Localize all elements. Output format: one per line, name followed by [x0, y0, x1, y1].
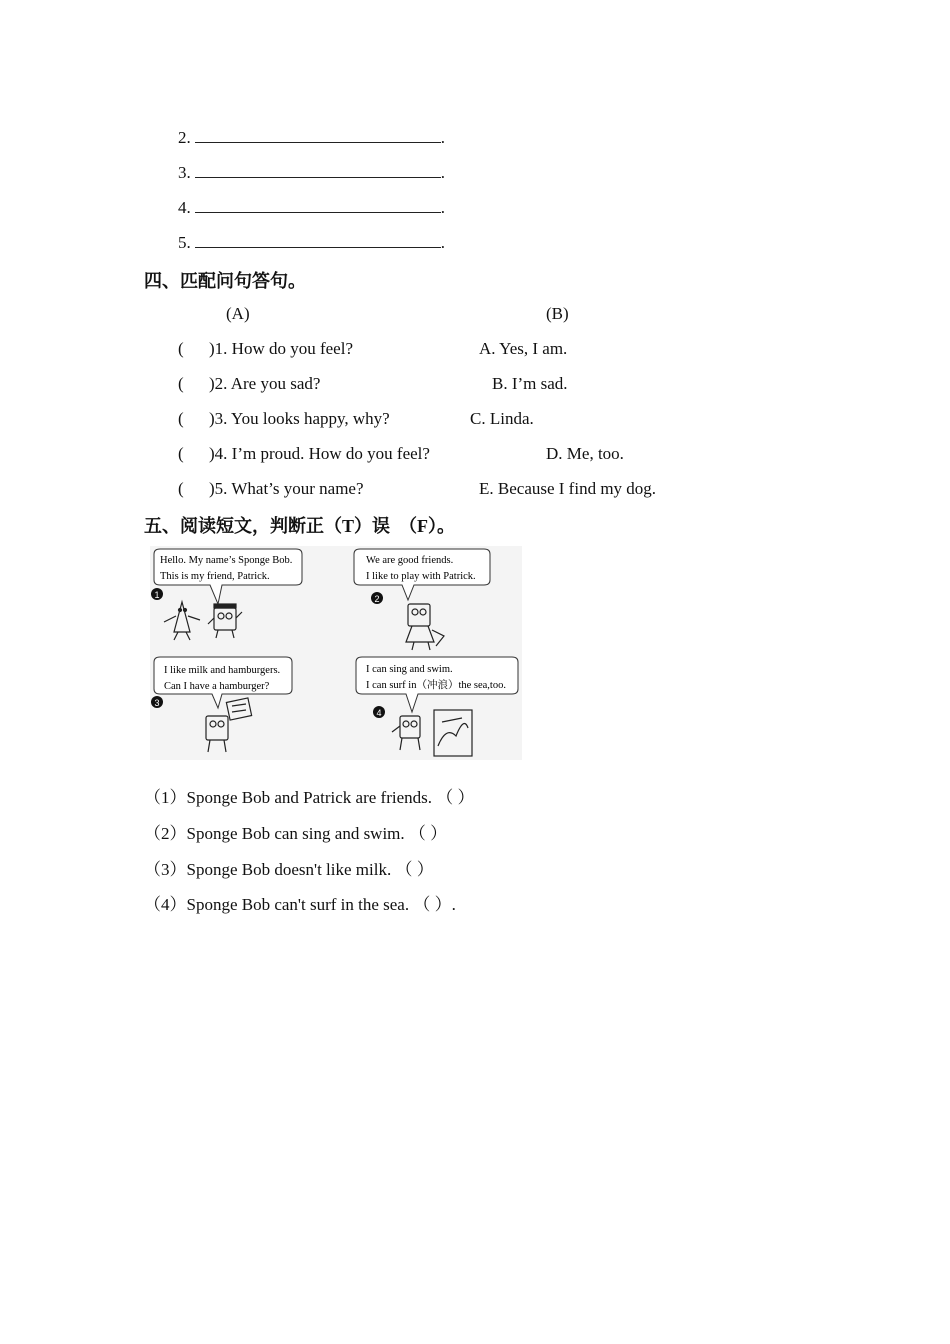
match-paren[interactable]: (: [178, 479, 184, 498]
bubble-line: I can sing and swim.: [366, 664, 453, 675]
statement-2: （2）Sponge Bob can sing and swim. （ ）: [144, 824, 448, 843]
match-question: )5. What’s your name?: [209, 479, 364, 498]
section5-title-t: T: [342, 516, 355, 536]
match-paren[interactable]: (: [178, 339, 184, 358]
comic-illustration: [150, 546, 522, 760]
answer-line-period: .: [440, 163, 445, 182]
panel-number: 4: [376, 708, 382, 718]
bubble-line: I like to play with Patrick.: [366, 571, 476, 582]
answer-line-4[interactable]: [178, 198, 445, 218]
answer-line-rule: [195, 198, 441, 213]
section5-title-f: F: [417, 516, 429, 536]
match-question: )1. How do you feel?: [209, 339, 353, 358]
match-paren[interactable]: (: [178, 374, 184, 393]
match-answer: B. I’m sad.: [492, 374, 568, 393]
statement-1: （1）Sponge Bob and Patrick are friends. （ ）: [144, 788, 475, 807]
answer-line-2[interactable]: [178, 128, 445, 148]
panel-number: 1: [154, 590, 160, 600]
answer-line-number: 5.: [178, 233, 191, 252]
answer-line-rule: [195, 233, 441, 248]
panel-number: 3: [154, 698, 160, 708]
section4-title: 四、匹配问句答句。: [144, 271, 306, 292]
bubble-line: Hello. My name’s Sponge Bob.: [160, 555, 293, 566]
answer-line-number: 3.: [178, 163, 191, 182]
match-answer: A. Yes, I am.: [479, 339, 568, 358]
column-b-header: (B): [546, 304, 569, 323]
bubble-line: We are good friends.: [366, 555, 454, 566]
match-answer: D. Me, too.: [546, 444, 624, 463]
match-answer: C. Linda.: [470, 409, 534, 428]
column-a-header: (A): [226, 304, 250, 323]
panel-number: 2: [374, 594, 380, 604]
section5-title-part: ）误 （: [354, 516, 418, 537]
section5-title: [144, 512, 455, 538]
match-answer: E. Because I find my dog.: [479, 479, 657, 498]
section5-title-part: 五、阅读短文，判断正（: [144, 516, 342, 537]
bubble-line: I can surf in（冲浪）the sea,too.: [366, 680, 506, 691]
match-paren[interactable]: (: [178, 444, 184, 463]
section5-title-part: ）。: [428, 516, 456, 537]
statement-4: （4）Sponge Bob can't surf in the sea. （ ）.: [144, 895, 456, 914]
bubble-line: Can I have a hamburger?: [164, 681, 270, 692]
statement-3: （3）Sponge Bob doesn't like milk. （ ）: [144, 860, 434, 879]
answer-line-3[interactable]: [178, 163, 445, 183]
match-question: )2. Are you sad?: [209, 374, 321, 393]
answer-line-period: .: [440, 233, 445, 252]
answer-line-rule: [195, 128, 441, 143]
match-question: )4. I’m proud. How do you feel?: [209, 444, 430, 463]
bubble-line: This is my friend, Patrick.: [160, 571, 270, 582]
answer-line-number: 4.: [178, 198, 191, 217]
match-question: )3. You looks happy, why?: [209, 409, 390, 428]
answer-line-5[interactable]: [178, 233, 445, 253]
answer-line-period: .: [440, 128, 445, 147]
bubble-line: I like milk and hamburgers.: [164, 665, 281, 676]
match-paren[interactable]: (: [178, 409, 184, 428]
answer-line-period: .: [440, 198, 445, 217]
answer-line-rule: [195, 163, 441, 178]
answer-line-number: 2.: [178, 128, 191, 147]
